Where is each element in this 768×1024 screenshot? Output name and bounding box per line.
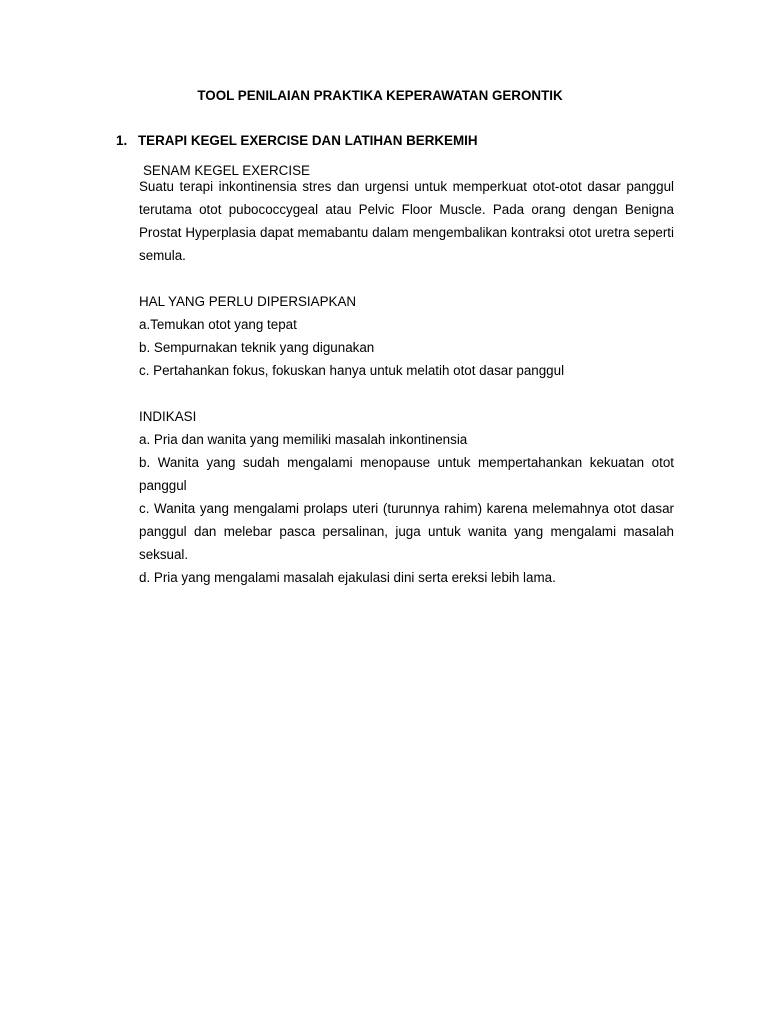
list-item: b. Wanita yang sudah mengalami menopause untuk mempertahankan kekuatan otot panggul <box>139 455 674 493</box>
list-item: c. Pertahankan fokus, fokuskan hanya untuk melatih otot dasar panggul <box>139 363 565 378</box>
list-item: a. Pria dan wanita yang memiliki masalah inkontinensia <box>139 432 468 447</box>
section-heading <box>116 132 478 150</box>
list-item: a.Temukan otot yang tepat <box>139 317 297 332</box>
document-title: TOOL PENILAIAN PRAKTIKA KEPERAWATAN GERONTIK <box>197 88 563 103</box>
indications-block <box>139 405 674 589</box>
preparation-block <box>139 290 674 382</box>
section-subheading: SENAM KEGEL EXERCISE <box>143 163 310 178</box>
list-item: b. Sempurnakan teknik yang digunakan <box>139 340 375 355</box>
preparation-heading: HAL YANG PERLU DIPERSIAPKAN <box>139 294 357 309</box>
section-number: 1. <box>116 133 128 148</box>
intro-paragraph: Suatu terapi inkontinensia stres dan urgensi untuk memperkuat otot-otot dasar panggul terutama otot pubococcygeal atau Pelvic Floor Muscle. Pada orang dengan Benigna Prostat Hyperplasia dapat memabantu dalam mengembalikan kontraksi otot uretra seperti semula. <box>139 179 674 263</box>
list-item: d. Pria yang mengalami masalah ejakulasi dini serta ereksi lebih lama. <box>139 570 556 585</box>
indications-heading: INDIKASI <box>139 409 197 424</box>
list-item: c. Wanita yang mengalami prolaps uteri (turunnya rahim) karena melemahnya otot dasar panggul dan melebar pasca persalinan, juga untuk wanita yang mengalami masalah seksual. <box>139 501 674 562</box>
section-heading-text: TERAPI KEGEL EXERCISE DAN LATIHAN BERKEMIH <box>138 133 478 148</box>
